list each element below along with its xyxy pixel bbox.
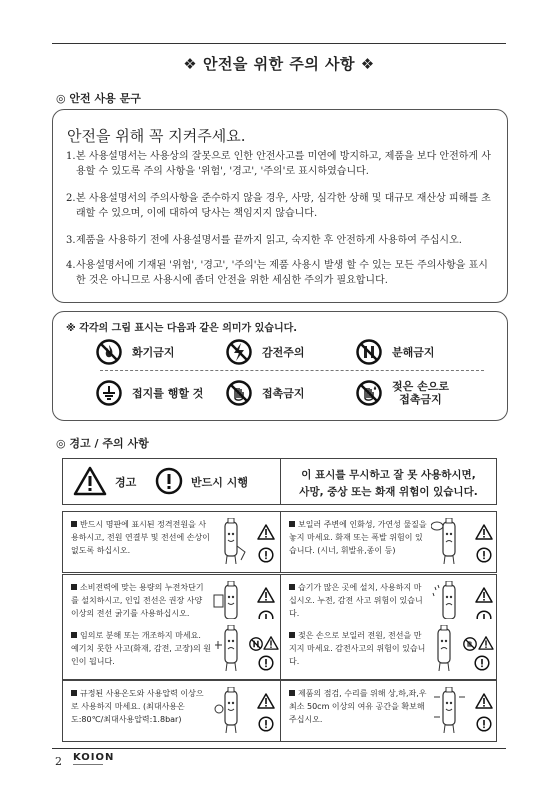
mandatory-icon [476,547,492,563]
symbol-label: 접지를 행할 것 [132,386,204,400]
warning-cell [280,680,497,742]
boiler-illustration [213,625,249,673]
symbol-electric-shock [226,339,305,365]
notice-item [66,191,496,221]
symbol-no-disassembly [356,339,435,365]
symbol-no-fire [96,339,175,365]
bottom-rule [52,748,506,749]
mandatory-icon [155,467,183,495]
warning-triangle-icon [257,587,275,603]
logo-text: KOION [73,752,115,763]
warning-cell [280,511,497,573]
warning-triangle-icon [475,524,493,540]
ground-icon [96,380,122,406]
notice-heading: 안전을 위해 꼭 지켜주세요. [67,127,246,145]
symbol-no-wet-hand [356,380,449,406]
mandatory-label: 반드시 시행 [191,476,248,489]
warning-triangle-icon [263,636,279,650]
mandatory-icon [258,716,274,732]
section-warnings-label: ◎ 경고 / 주의 사항 [56,437,149,450]
mandatory-icon [258,655,274,671]
warning-label: 경고 [115,476,137,489]
warning-cell-text: 임의로 분해 또는 개조하지 마세요. 예기치 못한 사고(화재, 감전, 고장)의 원인이 됩니다. [71,631,211,666]
warning-cell [62,680,281,742]
warning-message-box [280,458,497,505]
notice-item-text: 사용설명서에 기재된 '위험', '경고', '주의'는 제품 사용시 발생 할 수 있는 모든 주의사항을 표시한 것은 아니므로 사용시에 좀더 안전을 위한 세심한 주의가 필요합니다. [76,260,488,286]
warning-triangle-icon [475,693,493,709]
boiler-illustration [426,625,462,673]
warning-triangle-icon [257,524,275,540]
symbol-no-touch [226,380,305,406]
symbol-legend-intro: ※ 각각의 그림 표시는 다음과 같은 의미가 있습니다. [66,323,298,334]
notice-item-number: 4. [66,260,76,271]
no-wet-hand-icon [463,637,477,651]
notice-item [66,233,496,248]
bullet [71,690,77,696]
symbol-label: 젖은 손으로 접촉금지 [392,380,449,406]
notice-item-text: 본 사용설명서는 사용상의 잘못으로 인한 안전사고를 미연에 방지하고, 제품을 보다 안전하게 사용할 수 있도록 주의 사항을 '위험', '경고', '주의'로 표시하였습니다. [76,151,491,177]
no-wet-hand-icon [356,380,382,406]
symbol-label: 감전주의 [262,345,305,359]
warning-cell-text: 보일러 주변에 인화성, 가연성 물질을 놓지 마세요. 화재 또는 폭발 위험이 있습니다. (시너, 휘발유,종이 등) [289,520,427,555]
bullet [289,521,295,527]
page-number: 2 [55,755,62,768]
mandatory-icon [476,716,492,732]
warning-cell-text: 제품의 점검, 수리를 위해 상,하,좌,우 최소 50cm 이상의 여유 공간을 확보해 주십시오. [289,689,427,724]
no-disassembly-icon [249,637,263,651]
bullet [289,690,295,696]
no-touch-icon [226,380,252,406]
boiler-illustration [431,518,467,566]
notice-item-text: 제품을 사용하기 전에 사용설명서를 끝까지 읽고, 숙지한 후 안전하게 사용하여 주십시오. [76,235,462,246]
warning-triangle-icon [478,636,494,650]
symbol-divider [100,370,484,371]
bullet [289,584,295,590]
no-disassembly-icon [356,339,382,365]
top-rule [52,43,506,44]
warning-legend-bar [62,458,281,505]
symbol-ground [96,380,203,406]
warning-cell [280,619,497,680]
electric-shock-icon [226,339,252,365]
symbol-label: 화기금지 [132,345,175,359]
warning-cell [62,511,281,573]
symbol-label: 접촉금지 [262,386,305,400]
warning-triangle-icon [257,693,275,709]
symbol-label: 분해금지 [392,345,435,359]
page-title: ❖ 안전을 위한 주의 사항 ❖ [183,55,375,73]
warning-cell-text: 습기가 많은 곳에 설치, 사용하지 마십시오. 누전, 감전 사고 위험이 있습니다. [289,583,423,618]
warning-triangle-icon [73,466,107,496]
mandatory-icon [474,655,490,671]
notice-item [66,149,496,179]
notice-item-number: 2. [66,193,76,204]
warning-cell-text: 반드시 명판에 표시된 정격전원을 사용하시고, 전원 연결부 및 전선에 손상이 없도록 하십시오. [71,520,210,555]
section-safety-phrases-label: ◎ 안전 사용 문구 [56,92,141,105]
warning-message-line1: 이 표시를 무시하고 잘 못 사용하시면, [301,469,476,481]
notice-item-number: 3. [66,235,76,246]
warning-cell-text: 젖은 손으로 보일러 전원, 전선을 만지지 마세요. 감전사고의 위험이 있습니다. [289,631,426,666]
warning-message-line2: 사망, 중상 또는 화재 위험이 있습니다. [299,486,478,498]
notice-item-text: 본 사용설명서의 주의사항을 준수하지 않을 경우, 사망, 심각한 상해 및 대규모 재산상 피해를 초래할 수 있으며, 이에 대하여 당사는 책임지지 않습니다. [76,193,491,219]
warning-cell-text: 소비전력에 맞는 용량의 누전차단기를 설치하시고, 인입 전선은 권장 사양 이상의 전선 굵기를 사용하십시오. [71,583,204,618]
bullet [289,632,295,638]
boiler-illustration [213,687,249,735]
boiler-illustration [213,518,249,566]
boiler-illustration [431,687,467,735]
brand-logo [73,752,114,767]
logo-underline [73,764,103,767]
bullet [71,584,77,590]
warning-cell [62,619,281,680]
warning-triangle-icon [475,587,493,603]
warning-cell-text: 규정된 사용온도와 사용압력 이상으로 사용하지 마세요. (최대사용온도:80℃/최대사용압력:1.8bar) [71,689,204,724]
notice-item [66,258,496,288]
bullet [71,632,77,638]
bullet [71,521,77,527]
mandatory-icon [258,547,274,563]
notice-item-number: 1. [66,151,76,162]
no-fire-icon [96,339,122,365]
